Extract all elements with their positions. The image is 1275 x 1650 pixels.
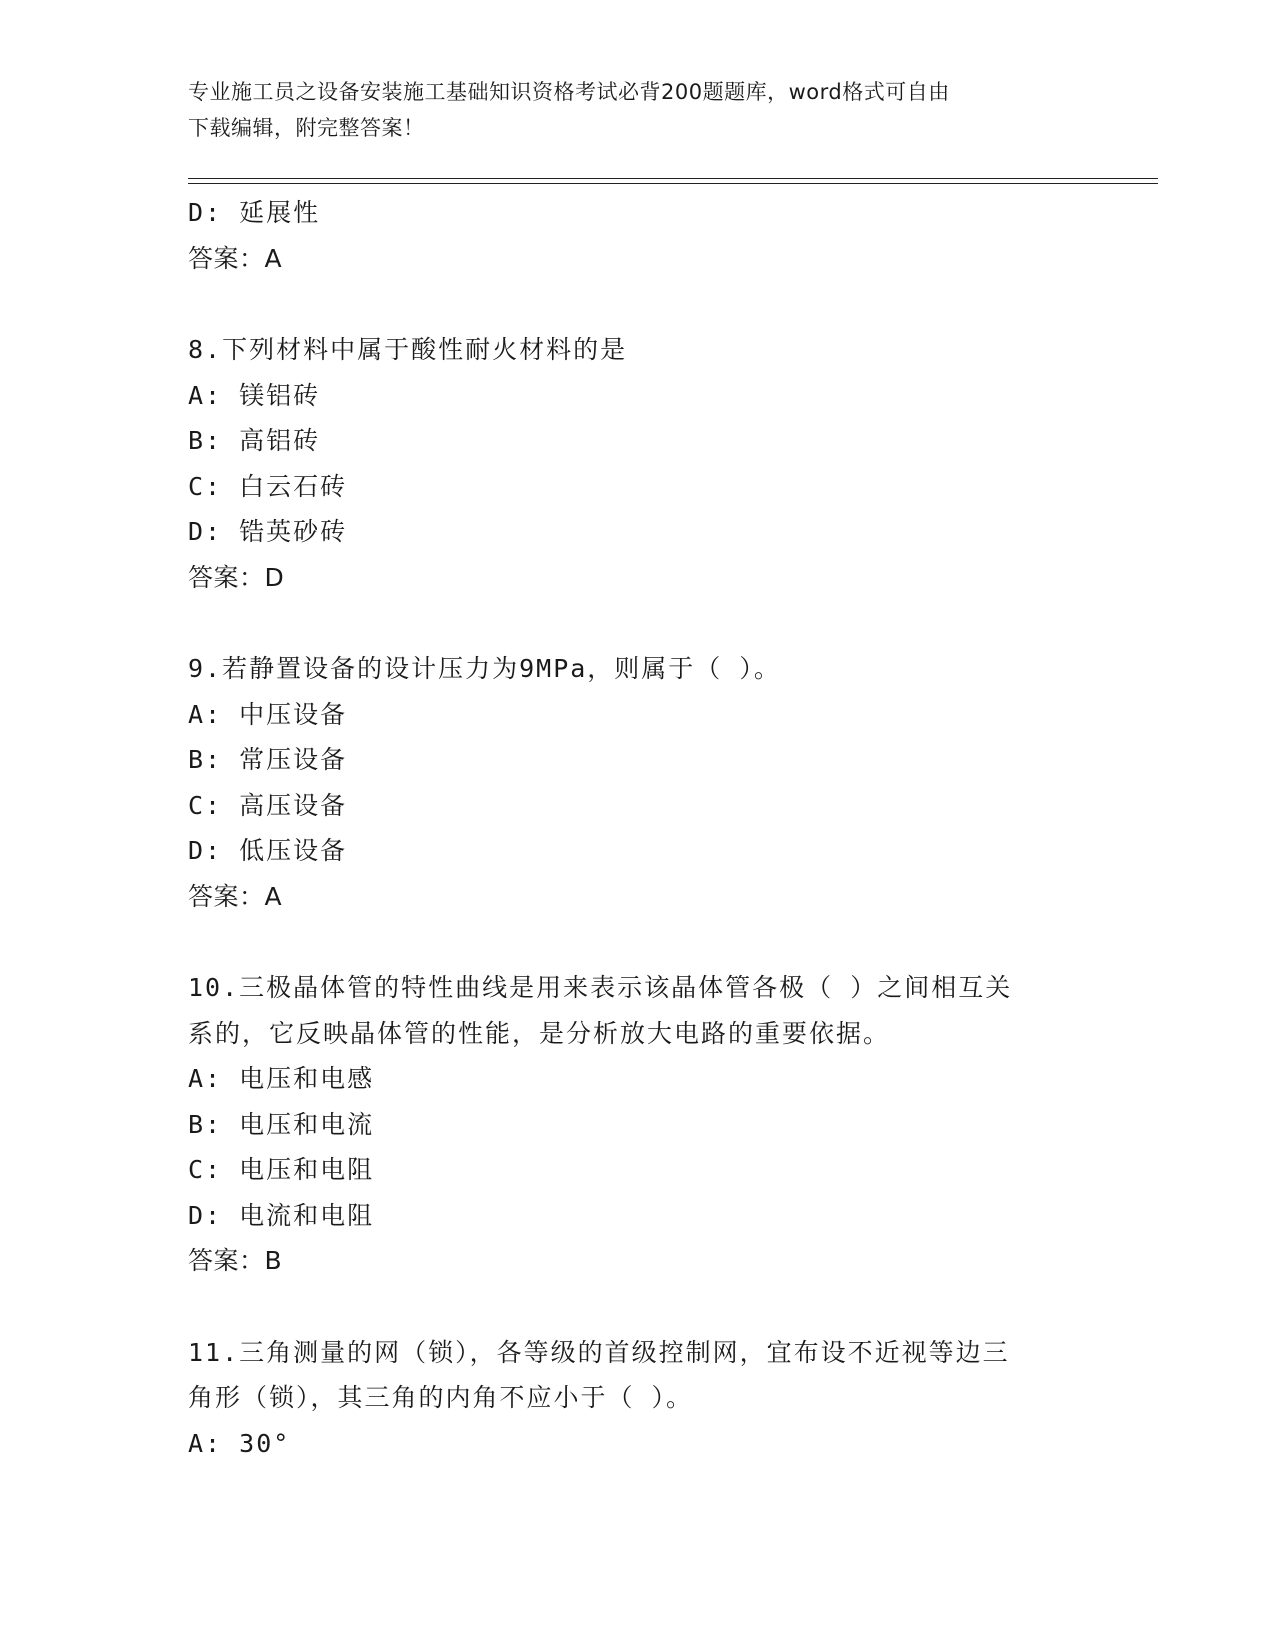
- header-line-1: 专业施工员之设备安装施工基础知识资格考试必背200题题库，word格式可自由: [188, 80, 950, 104]
- option-d: D: 锆英砂砖: [188, 517, 348, 546]
- answer: 答案：D: [188, 562, 285, 592]
- option-b: B: 常压设备: [188, 745, 348, 774]
- option-c: C: 电压和电阻: [188, 1155, 375, 1184]
- question-stem: 8.下列材料中属于酸性耐火材料的是: [188, 335, 628, 364]
- answer: 答案：A: [188, 881, 283, 911]
- option-c: C: 高压设备: [188, 790, 348, 820]
- option-a: A: 镁铝砖: [188, 380, 321, 410]
- question-10: [188, 965, 1088, 1284]
- header-rule-top: [188, 178, 1158, 179]
- question-list: [188, 190, 1088, 1466]
- question-11: [188, 1330, 1088, 1467]
- option-a: A: 电压和电感: [188, 1064, 375, 1093]
- option-a: A: 中压设备: [188, 699, 348, 729]
- option-a: A: 30°: [188, 1428, 291, 1458]
- prev-answer: 答案：A: [188, 243, 283, 273]
- header-line-2: 下载编辑，附完整答案！: [188, 116, 425, 140]
- option-d: D: 电流和电阻: [188, 1200, 375, 1230]
- document-header: [188, 74, 1088, 146]
- header-rule-bottom: [188, 183, 1158, 184]
- answer: 答案：B: [188, 1246, 283, 1275]
- question-stem-line-1: 11.三角测量的网（锁），各等级的首级控制网，宜布设不近视等边三: [188, 1337, 1010, 1367]
- prev-option-d: D: 延展性: [188, 198, 321, 227]
- option-b: B: 电压和电流: [188, 1109, 375, 1139]
- question-stem-line-2: 系的，它反映晶体管的性能，是分析放大电路的重要依据。: [188, 1018, 891, 1048]
- option-c: C: 白云石砖: [188, 471, 348, 501]
- question-stem-line-1: 10.三极晶体管的特性曲线是用来表示该晶体管各极（ ）之间相互关: [188, 973, 1013, 1002]
- question-9: [188, 646, 1088, 919]
- question-stem-line-2: 角形（锁），其三角的内角不应小于（ ）。: [188, 1383, 694, 1412]
- question-stem: 9.若静置设备的设计压力为9MPa，则属于（ ）。: [188, 654, 781, 683]
- option-d: D: 低压设备: [188, 836, 348, 865]
- question-8: [188, 327, 1088, 600]
- option-b: B: 高铝砖: [188, 426, 321, 455]
